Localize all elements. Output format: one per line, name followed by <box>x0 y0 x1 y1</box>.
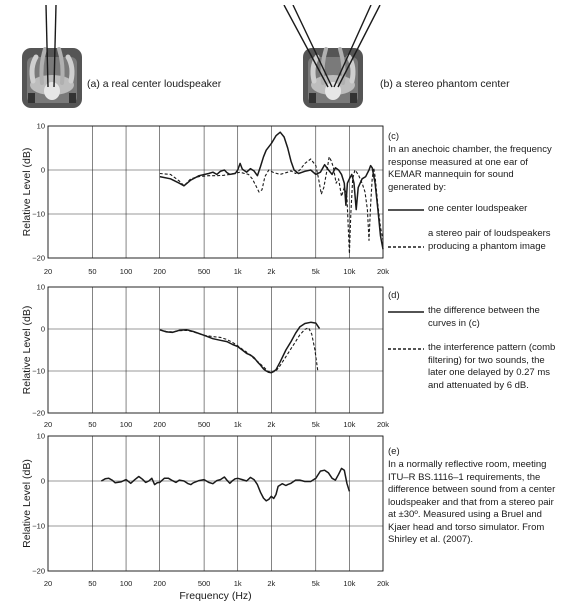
x-tick-label: 10k <box>343 267 356 276</box>
panel-c-label: (c) <box>388 131 400 142</box>
y-tick-label: 10 <box>36 121 45 131</box>
y-tick-label: −20 <box>32 408 45 418</box>
caption-b: (b) a stereo phantom center <box>380 78 510 90</box>
x-tick-label: 100 <box>119 267 133 276</box>
x-tick-label: 10k <box>343 579 356 588</box>
plot-frame <box>48 287 383 413</box>
y-tick-label: −10 <box>32 521 45 531</box>
x-axis-label: Frequency (Hz) <box>179 590 252 602</box>
panel-e-description: In a normally reflective room, meeting ITU–R BS.1116–1 requirements, the difference between sound from a center loudspeaker and that from a stereo pair at ±30º. Measured using a Bruel and Kjaer head and torso simulator. From Shirley et al. (2007). <box>388 459 556 545</box>
panel-d-label: (d) <box>388 290 400 301</box>
x-tick-label: 5k <box>311 420 320 429</box>
x-tick-label: 100 <box>119 579 133 588</box>
y-tick-label: −10 <box>32 366 45 376</box>
y-axis-label: Relative Level (dB) <box>21 459 33 548</box>
caption-a: (a) a real center loudspeaker <box>87 78 222 90</box>
listener-top-view-icon <box>22 48 82 108</box>
x-tick-label: 20k <box>376 420 390 429</box>
series-line-e-solid <box>101 468 349 500</box>
y-tick-label: 0 <box>40 165 45 175</box>
x-tick-label: 20 <box>43 420 53 429</box>
x-tick-label: 50 <box>88 579 97 588</box>
x-tick-label: 20k <box>376 579 390 588</box>
x-tick-label: 50 <box>88 420 97 429</box>
y-tick-label: −20 <box>32 566 45 576</box>
series-line-d-dashed <box>160 328 318 373</box>
plot-frame <box>48 436 383 571</box>
series-line-d-solid <box>160 322 320 372</box>
x-tick-label: 1k <box>233 579 242 588</box>
stereo-phantom-center-illustration <box>282 5 382 115</box>
chart-panel-d <box>0 280 390 430</box>
legend-label: the difference between the curves in (c) <box>428 305 540 329</box>
legend-dashed-swatch <box>388 245 424 249</box>
chart-panel-e <box>0 428 390 603</box>
x-tick-label: 500 <box>197 579 211 588</box>
y-tick-label: −20 <box>32 253 45 263</box>
x-tick-label: 500 <box>197 420 211 429</box>
x-tick-label: 1k <box>233 420 242 429</box>
x-tick-label: 2k <box>267 420 276 429</box>
plot-frame <box>48 126 383 258</box>
x-tick-label: 200 <box>153 267 166 276</box>
x-tick-label: 20k <box>376 267 390 276</box>
x-tick-label: 20 <box>43 267 53 276</box>
legend-dashed-swatch <box>388 347 424 351</box>
chart-panel-c <box>0 118 390 278</box>
x-tick-label: 2k <box>267 267 276 276</box>
x-tick-label: 1k <box>233 267 242 276</box>
y-axis-label: Relative Level (dB) <box>21 147 33 237</box>
legend-label: one center loudspeaker <box>428 203 528 214</box>
panel-c-description: In an anechoic chamber, the frequency response measured at one ear of KEMAR mannequin for sound generated by: <box>388 144 552 193</box>
x-tick-label: 500 <box>197 267 211 276</box>
x-tick-label: 10k <box>343 420 356 429</box>
legend-label: the interference pattern (comb filtering) for two sounds, the later one delayed by 0.27 ms and attenuated by 6 dB. <box>428 342 556 391</box>
x-tick-label: 100 <box>119 420 133 429</box>
real-center-loudspeaker-illustration <box>18 5 88 115</box>
y-tick-label: 10 <box>36 282 45 292</box>
x-tick-label: 200 <box>153 420 166 429</box>
x-tick-label: 5k <box>311 267 320 276</box>
y-tick-label: −10 <box>32 209 45 219</box>
legend-label: a stereo pair of loudspeakers producing a phantom image <box>428 228 551 252</box>
x-tick-label: 5k <box>311 579 320 588</box>
y-tick-label: 10 <box>36 431 45 441</box>
y-tick-label: 0 <box>40 476 45 486</box>
x-tick-label: 50 <box>88 267 97 276</box>
legend-solid-swatch <box>388 310 424 314</box>
panel-e-label: (e) <box>388 446 400 457</box>
x-tick-label: 2k <box>267 579 276 588</box>
x-tick-label: 200 <box>153 579 166 588</box>
x-tick-label: 20 <box>43 579 53 588</box>
legend-solid-swatch <box>388 208 424 212</box>
y-axis-label: Relative Level (dB) <box>21 305 33 395</box>
y-tick-label: 0 <box>40 324 45 334</box>
